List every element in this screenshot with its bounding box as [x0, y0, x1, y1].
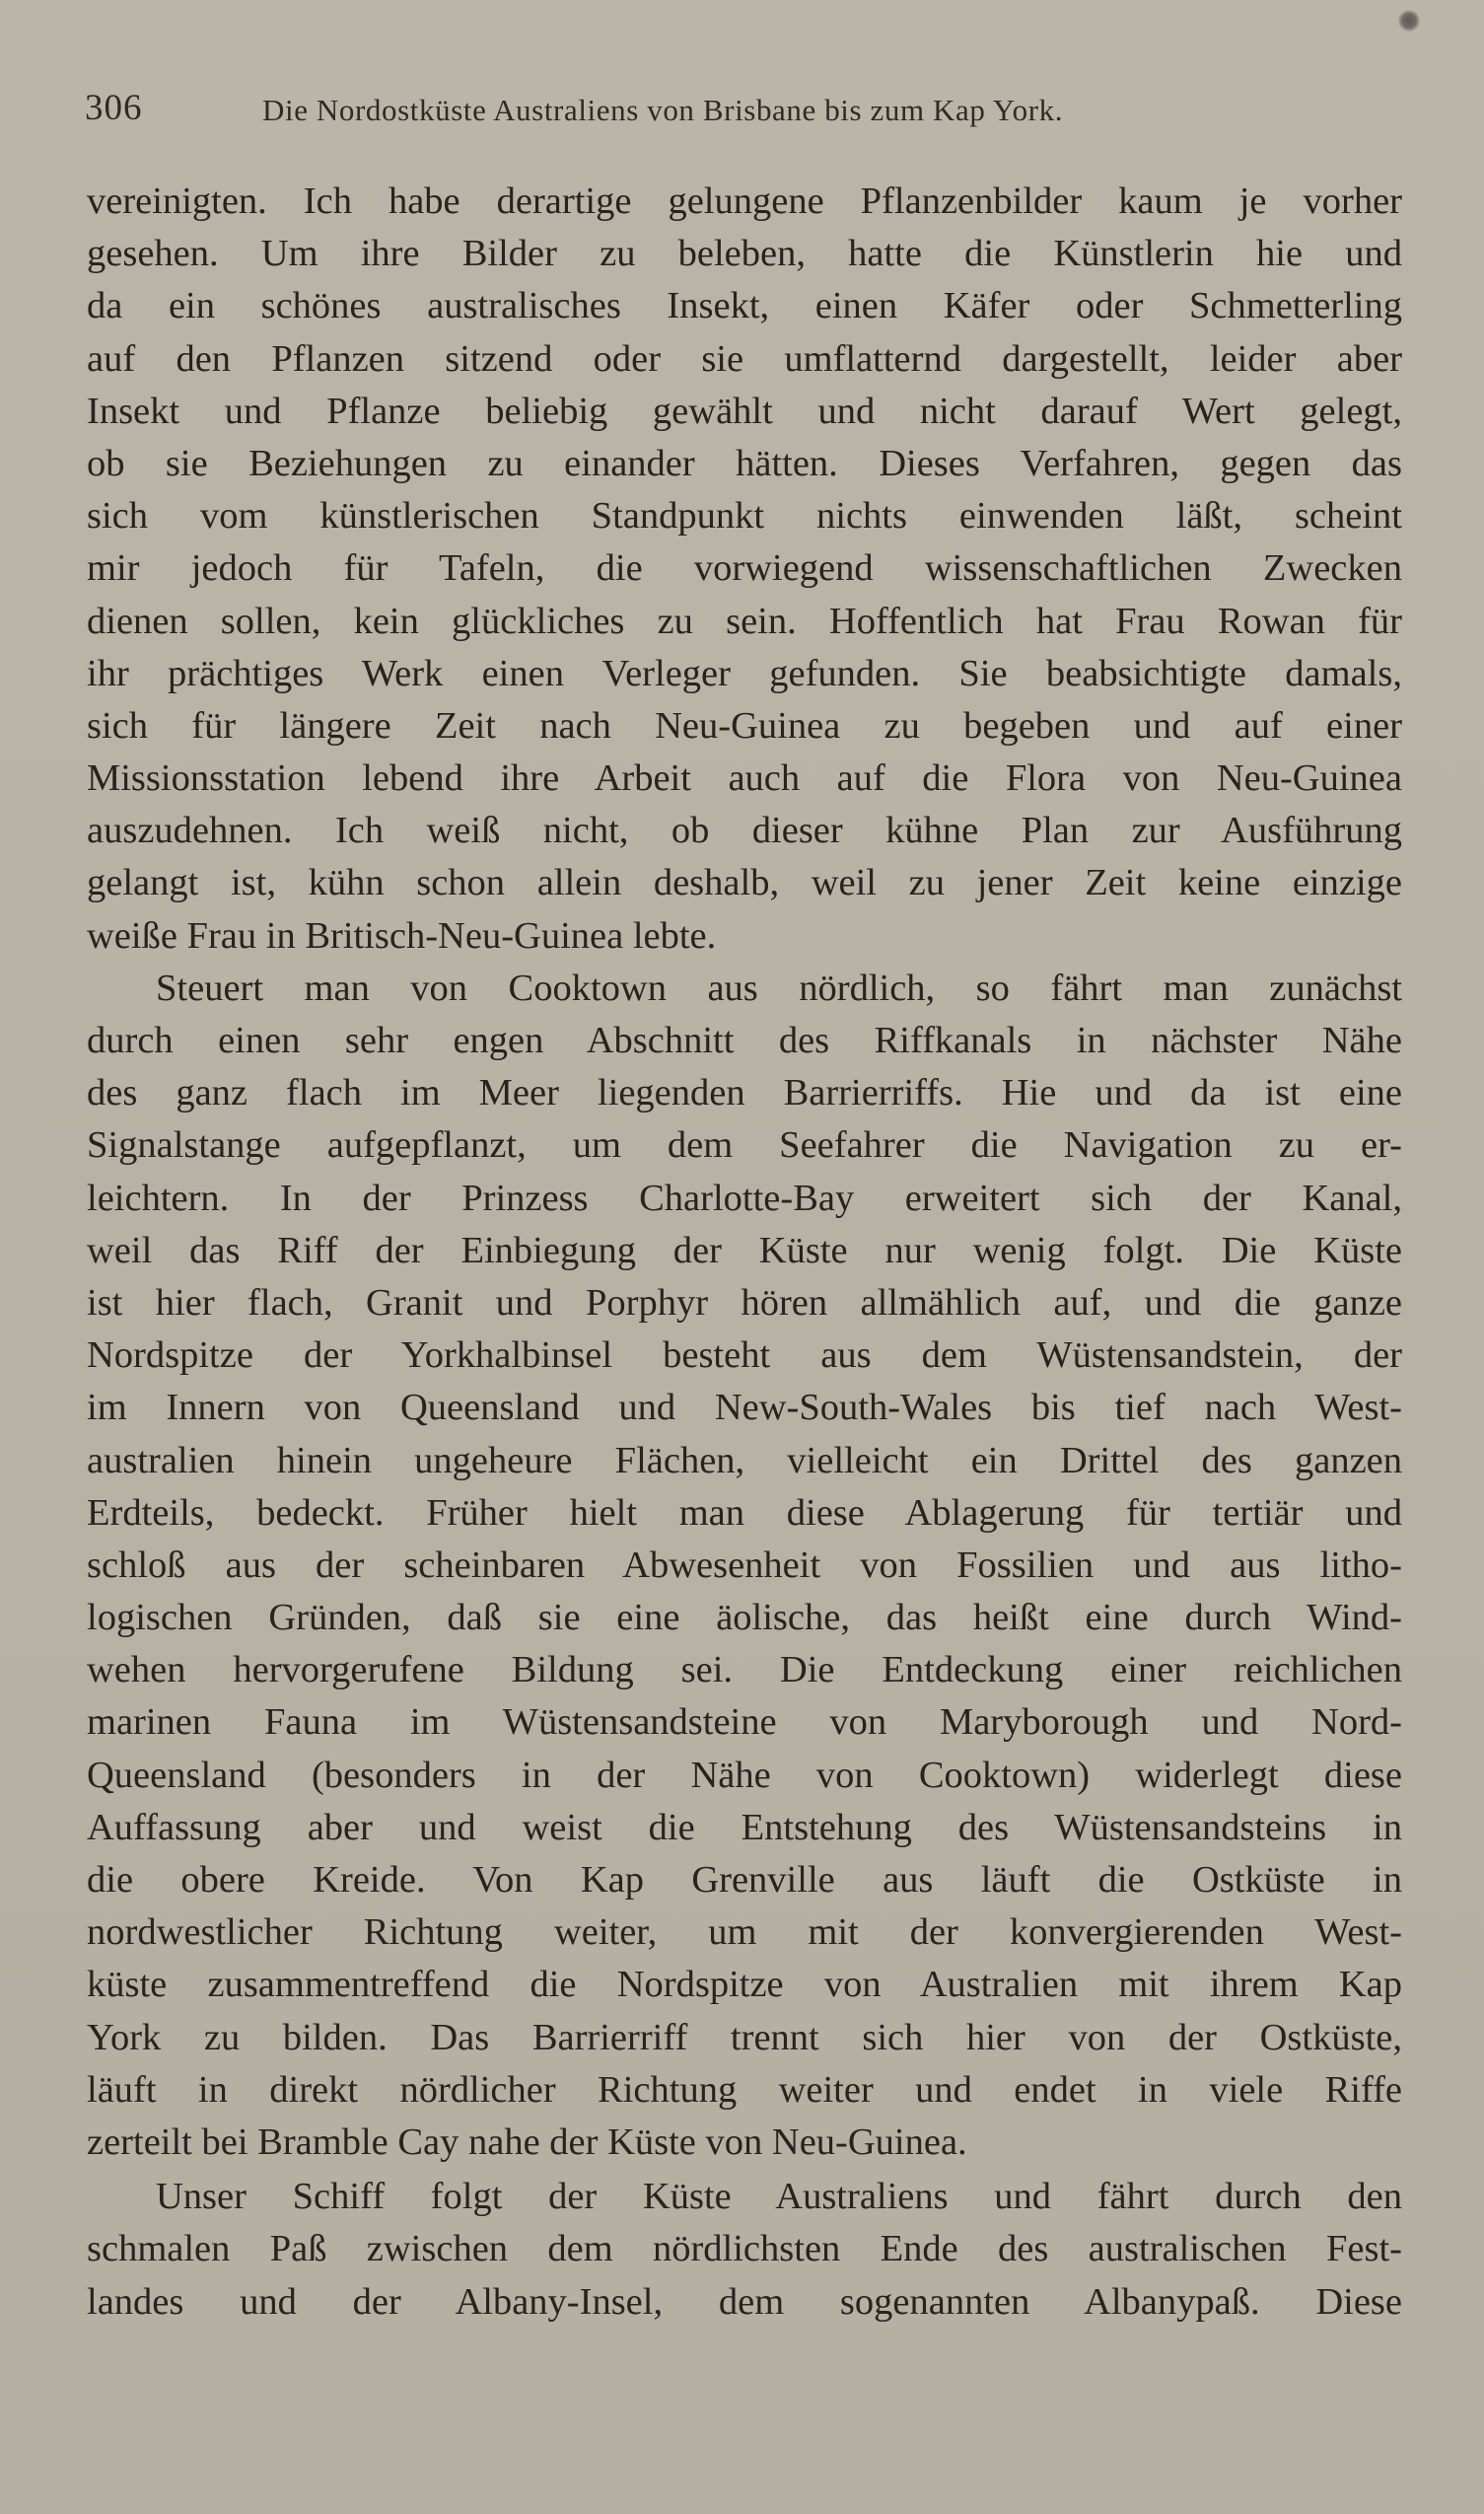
- text-line: Insekt und Pflanze beliebig gewählt und nicht darauf Wert gelegt,: [87, 390, 1402, 432]
- page-number: 306: [85, 88, 143, 128]
- text-line: Unser Schiff folgt der Küste Australiens und fährt durch den: [156, 2176, 1402, 2218]
- text-line: auf den Pflanzen sitzend oder sie umflatternd dargestellt, leider aber: [87, 337, 1402, 380]
- text-line: leichtern. In der Prinzess Charlotte-Bay erweitert sich der Kanal,: [87, 1177, 1402, 1219]
- paragraph-1: [87, 176, 1402, 963]
- text-line: nordwestlicher Richtung weiter, um mit der konvergierenden West-: [87, 1911, 1402, 1954]
- text-line: Erdteils, bedeckt. Früher hielt man diese Ablagerung für tertiär und: [87, 1491, 1402, 1534]
- text-line: sich für längere Zeit nach Neu-Guinea zu begeben und auf einer: [87, 704, 1402, 747]
- text-line: mir jedoch für Tafeln, die vorwiegend wissenschaftlichen Zwecken: [87, 547, 1402, 590]
- page-header: [85, 87, 1402, 136]
- text-line: marinen Fauna im Wüstensandsteine von Maryborough und Nord-: [87, 1701, 1402, 1744]
- paragraph-2: [87, 963, 1402, 2169]
- text-line: weiße Frau in Britisch-Neu-Guinea lebte.: [87, 914, 717, 957]
- text-line: York zu bilden. Das Barrierriff trennt sich hier von der Ostküste,: [87, 2016, 1402, 2058]
- body-text: [87, 176, 1402, 2329]
- text-line: läuft in direkt nördlicher Richtung weiter und endet in viele Riffe: [87, 2068, 1402, 2111]
- text-line: im Innern von Queensland und New-South-Wales bis tief nach West-: [87, 1387, 1402, 1429]
- text-line: die obere Kreide. Von Kap Grenville aus läuft die Ostküste in: [87, 1859, 1402, 1901]
- text-line: küste zusammentreffend die Nordspitze von Australien mit ihrem Kap: [87, 1964, 1402, 2006]
- text-line: australien hinein ungeheure Flächen, vielleicht ein Drittel des ganzen: [87, 1439, 1402, 1481]
- text-line: Queensland (besonders in der Nähe von Cooktown) widerlegt diese: [87, 1754, 1402, 1796]
- text-line: wehen hervorgerufene Bildung sei. Die Entdeckung einer reichlichen: [87, 1649, 1402, 1691]
- text-line: ihr prächtiges Werk einen Verleger gefunden. Sie beabsichtigte damals,: [87, 652, 1402, 694]
- text-line: da ein schönes australisches Insekt, einen Käfer oder Schmetterling: [87, 285, 1402, 327]
- paragraph-3: [87, 2171, 1402, 2329]
- text-line: ist hier flach, Granit und Porphyr hören allmählich auf, und die ganze: [87, 1281, 1402, 1324]
- text-line: zerteilt bei Bramble Cay nahe der Küste von Neu-Guinea.: [87, 2120, 967, 2163]
- text-line: landes und der Albany-Insel, dem sogenannten Albanypaß. Diese: [87, 2280, 1402, 2323]
- text-line: auszudehnen. Ich weiß nicht, ob dieser kühne Plan zur Ausführung: [87, 810, 1402, 852]
- text-line: Nordspitze der Yorkhalbinsel besteht aus dem Wüstensandstein, der: [87, 1334, 1402, 1377]
- running-title: Die Nordostküste Australiens von Brisbane bis zum Kap York.: [262, 93, 1064, 127]
- text-line: durch einen sehr engen Abschnitt des Riffkanals in nächster Nähe: [87, 1020, 1402, 1061]
- text-line: Auffassung aber und weist die Entstehung des Wüstensandsteins in: [87, 1806, 1402, 1848]
- text-line: schloß aus der scheinbaren Abwesenheit von Fossilien und aus litho-: [87, 1544, 1402, 1586]
- text-line: vereinigten. Ich habe derartige gelungene Pflanzenbilder kaum je vorher: [87, 180, 1402, 222]
- text-line: ob sie Beziehungen zu einander hätten. Dieses Verfahren, gegen das: [87, 442, 1402, 484]
- text-line: schmalen Paß zwischen dem nördlichsten Ende des australischen Fest-: [87, 2228, 1402, 2270]
- text-line: weil das Riff der Einbiegung der Küste nur wenig folgt. Die Küste: [87, 1229, 1402, 1271]
- text-line: sich vom künstlerischen Standpunkt nichts einwenden läßt, scheint: [87, 495, 1402, 538]
- text-line: dienen sollen, kein glückliches zu sein. Hoffentlich hat Frau Rowan für: [87, 600, 1402, 642]
- text-line: gelangt ist, kühn schon allein deshalb, weil zu jener Zeit keine einzige: [87, 862, 1402, 904]
- text-line: Signalstange aufgepflanzt, um dem Seefahrer die Navigation zu er-: [87, 1124, 1402, 1167]
- text-line: logischen Gründen, daß sie eine äolische, das heißt eine durch Wind-: [87, 1597, 1402, 1639]
- text-line: gesehen. Um ihre Bilder zu beleben, hatte die Künstlerin hie und: [87, 233, 1402, 275]
- text-line: Missionsstation lebend ihre Arbeit auch auf die Flora von Neu-Guinea: [87, 757, 1402, 800]
- ink-spot: [1398, 10, 1420, 32]
- text-line: des ganz flach im Meer liegenden Barrierriffs. Hie und da ist eine: [87, 1072, 1402, 1114]
- text-line: Steuert man von Cooktown aus nördlich, so fährt man zunächst: [156, 967, 1402, 1009]
